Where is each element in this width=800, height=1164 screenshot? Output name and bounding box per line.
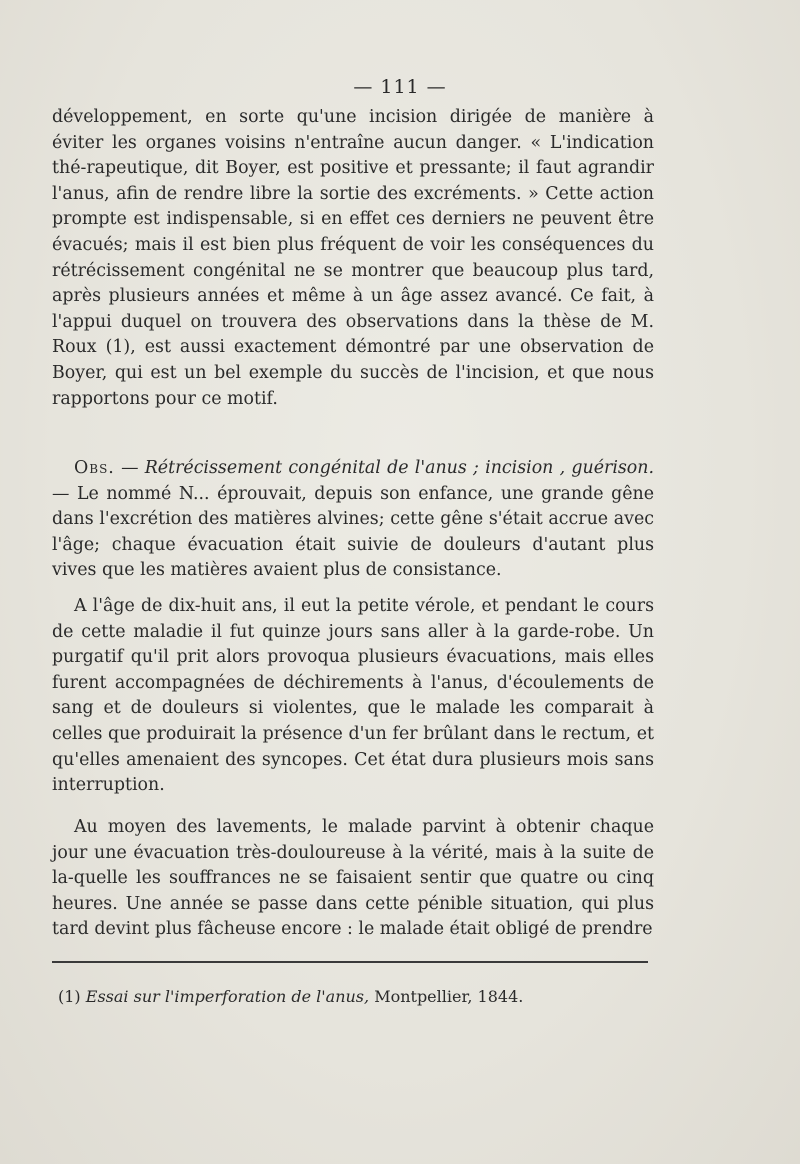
footnote-marker: (1) xyxy=(58,987,81,1006)
footnote-title: Essai sur l'imperforation de l'anus, xyxy=(85,987,370,1006)
paragraph-2 xyxy=(52,594,654,799)
observation-label: Obs. xyxy=(74,458,115,478)
footnote-divider xyxy=(52,961,648,963)
observation-title: — Rétrécissement congénital de l'anus ; incision , guérison. — xyxy=(52,458,654,504)
page-number: — 111 — xyxy=(353,76,447,98)
observation-body: Le nommé N... éprouvait, depuis son enfance, une grande gêne dans l'excrétion des matières alvines; cette gêne s'était accrue avec l'âge; chaque évacuation était suivie de douleurs d'autant plus vives que les matières avaient plus de consistance. xyxy=(52,483,655,581)
paragraph-3 xyxy=(52,815,654,943)
footnote-rest: Montpellier, 1844. xyxy=(374,987,524,1006)
observation-paragraph xyxy=(52,456,654,584)
observation-text xyxy=(52,456,654,584)
paragraph-1-text: développement, en sorte qu'une incision dirigée de manière à éviter les organes voisins n'entraîne aucun danger. « L'indication thé-rapeutique, dit Boyer, est positive et pressante; il faut agrandir l'anus, afin de rendre libre la sortie des excréments. » Cette action prompte est indispensable, si en effet ces derniers ne peuvent être évacués; mais il est bien plus fréquent de voir les conséquences du rétrécissement congénital ne se montrer que beaucoup plus tard, après plusieurs années et même à un âge assez avancé. Ce fait, à l'appui duquel on trouvera des observations dans la thèse de M. Roux (1), est aussi exactement démontré par une observation de Boyer, qui est un bel exemple du succès de l'incision, et que nous rapportons pour ce motif. xyxy=(52,107,654,409)
paragraph-3-text: Au moyen des lavements, le malade parvint à obtenir chaque jour une évacuation très-douloureuse à la vérité, mais à la suite de la-quelle les souffrances ne se faisaient sentir que quatre ou cinq heures. Une année se passe dans cette pénible situation, qui plus tard devint plus fâcheuse encore : le malade était obligé de prendre xyxy=(52,817,654,940)
footnote xyxy=(58,986,618,1008)
paragraph-2-text: A l'âge de dix-huit ans, il eut la petite vérole, et pendant le cours de cette maladie il fut quinze jours sans aller à la garde-robe. Un purgatif qu'il prit alors provoqua plusieurs évacuations, mais elles furent accompagnées de déchirements à l'anus, d'écoulements de sang et de douleurs si violentes, que le malade les comparait à celles que produirait la présence d'un fer brûlant dans le rectum, et qu'elles amenaient des syncopes. Cet état dura plusieurs mois sans interruption. xyxy=(52,596,654,796)
paragraph-1 xyxy=(52,105,654,412)
